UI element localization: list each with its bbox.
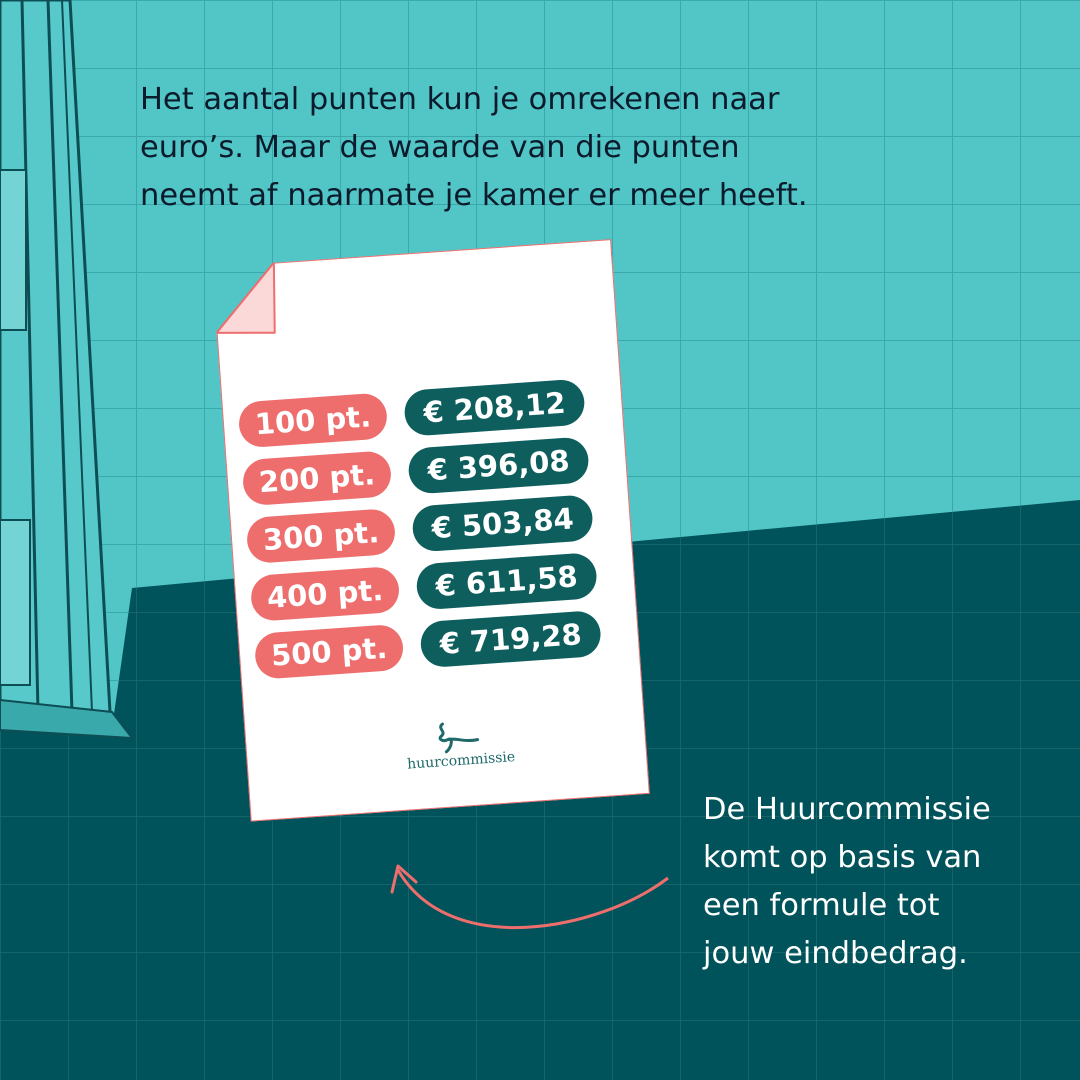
intro-line: Het aantal punten kun je omrekenen naar: [140, 82, 780, 117]
points-document: [212, 239, 650, 822]
outro-line: De Huurcommissie: [703, 792, 991, 827]
euro-badge: € 208,12: [403, 378, 586, 436]
intro-text: [140, 76, 900, 220]
points-badge: 500 pt.: [254, 624, 405, 680]
intro-line: euro’s. Maar de waarde van die punten: [140, 130, 740, 165]
outro-line: komt op basis van: [703, 840, 982, 875]
euro-badge: € 719,28: [419, 610, 602, 668]
euro-badge: € 611,58: [415, 552, 598, 610]
table-row: [254, 610, 602, 680]
table-row: [246, 494, 594, 564]
points-badge: 100 pt.: [238, 392, 389, 448]
logo-word: commissie: [440, 749, 516, 771]
logo-word: huur: [406, 754, 442, 773]
euro-badge: € 396,08: [407, 436, 590, 494]
table-row: [242, 436, 590, 506]
points-badge: 400 pt.: [250, 566, 401, 622]
logo-wordmark: [407, 749, 516, 773]
outro-line: een formule tot: [703, 888, 940, 923]
huurcommissie-logo: [404, 716, 538, 785]
intro-line: neemt af naarmate je kamer er meer heeft.: [140, 178, 808, 213]
outro-text: [703, 786, 1063, 978]
euro-badge: € 503,84: [411, 494, 594, 552]
points-badge: 300 pt.: [246, 508, 397, 564]
outro-line: jouw eindbedrag.: [703, 936, 968, 971]
points-badge: 200 pt.: [242, 450, 393, 506]
table-row: [250, 552, 598, 622]
conversion-table: [238, 378, 603, 691]
